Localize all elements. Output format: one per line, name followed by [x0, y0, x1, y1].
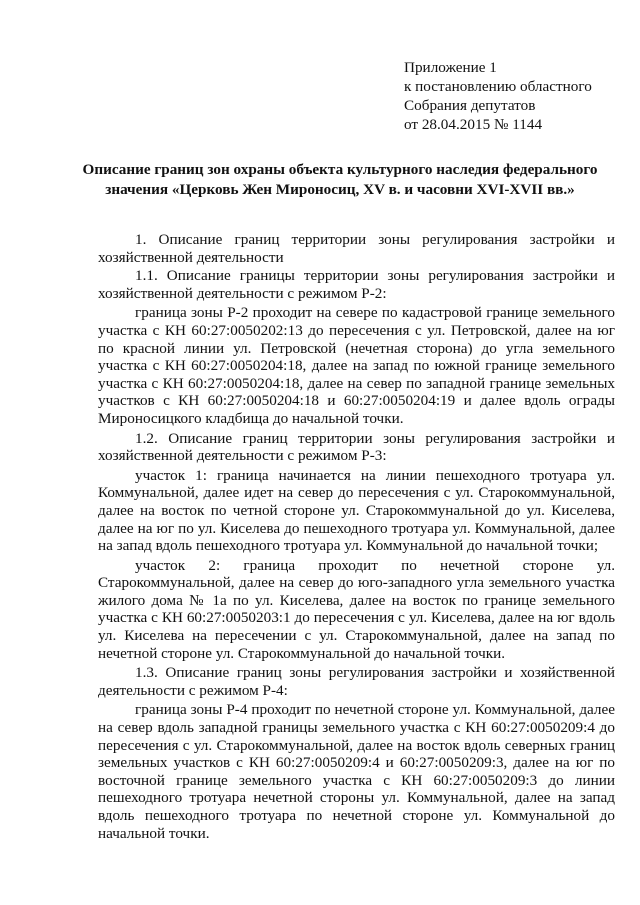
subsection-heading: 1.1. Описание границы территории зоны регулирования застройки и хозяйственной деятельности с режимом Р-2:	[98, 267, 615, 302]
title-line: Описание границ зон охраны объекта культурного наследия федерального	[82, 161, 598, 178]
section-heading: 1. Описание границ территории зоны регулирования застройки и хозяйственной деятельности	[98, 231, 615, 266]
appendix-header	[404, 58, 592, 134]
title-line: значения «Церковь Жен Мироносиц, XV в. и часовни XVI-XVII вв.»	[105, 181, 575, 198]
subsection-heading: 1.2. Описание границ территории зоны регулирования застройки и хозяйственной деятельности с режимом Р-3:	[98, 429, 615, 465]
appendix-line: Собрания депутатов	[404, 97, 536, 114]
appendix-line: Приложение 1	[404, 59, 497, 76]
subsection-heading: 1.3. Описание границ зоны регулирования застройки и хозяйственной деятельности с режимом Р-4:	[98, 664, 615, 699]
body-paragraph: участок 1: граница начинается на линии пешеходного тротуара ул. Коммунальной, далее идет на север до пересечения с ул. Старокоммунальной, далее на восток по четной стороне ул. Старокоммунальной до ул. Киселева, далее на юг по ул. Киселева до пешеходного тротуара ул. Коммунальной, далее на запад вдоль пешеходного тротуара ул. Коммунальной до начальной точки;	[98, 466, 615, 555]
body-paragraph: граница зоны Р-2 проходит на севере по кадастровой границе земельного участка с КН 60:27:0050202:13 до пересечения с ул. Петровской, далее на юг по красной линии ул. Петровской (нечетная сторона) до угла земельного участка с КН 60:27:0050204:18, далее на запад по южной границе земельного участка с КН 60:27:0050204:18, далее на север по западной границе земельных участков с КН 60:27:0050204:18 и 60:27:0050204:19 и далее вдоль ограды Мироносицкого кладбища до начальной точки.	[98, 304, 615, 427]
appendix-date-line: от 28.04.2015 № 1144	[404, 116, 543, 133]
document-title	[60, 160, 620, 200]
document-body	[98, 231, 615, 842]
body-paragraph: участок 2: граница проходит по нечетной стороне ул. Старокоммунальной, далее на север до юго-западного угла земельного участка жилого дома № 1а по ул. Киселева, далее на восток по границе земельного участка с КН 60:27:0050203:1 до пересечения с ул. Киселева, далее на юг вдоль ул. Киселева на пересечении с ул. Старокоммунальной, далее на запад по нечетной стороне ул. Старокоммунальной до начальной точки.	[98, 556, 615, 662]
body-paragraph: граница зоны Р-4 проходит по нечетной стороне ул. Коммунальной, далее на север вдоль западной границы земельного участка с КН 60:27:0050209:4 до пересечения с ул. Старокоммунальной, далее на восток вдоль северных границ земельных участков с КН 60:27:0050209:4 и 60:27:0050209:3, далее на юг по восточной границе земельного участка с КН 60:27:0050209:3 до линии пешеходного тротуара нечетной стороны ул. Коммунальной, далее на запад вдоль пешеходного тротуара по нечетной стороне ул. Коммунальной до начальной точки.	[98, 701, 615, 842]
appendix-line: к постановлению областного	[404, 78, 592, 95]
